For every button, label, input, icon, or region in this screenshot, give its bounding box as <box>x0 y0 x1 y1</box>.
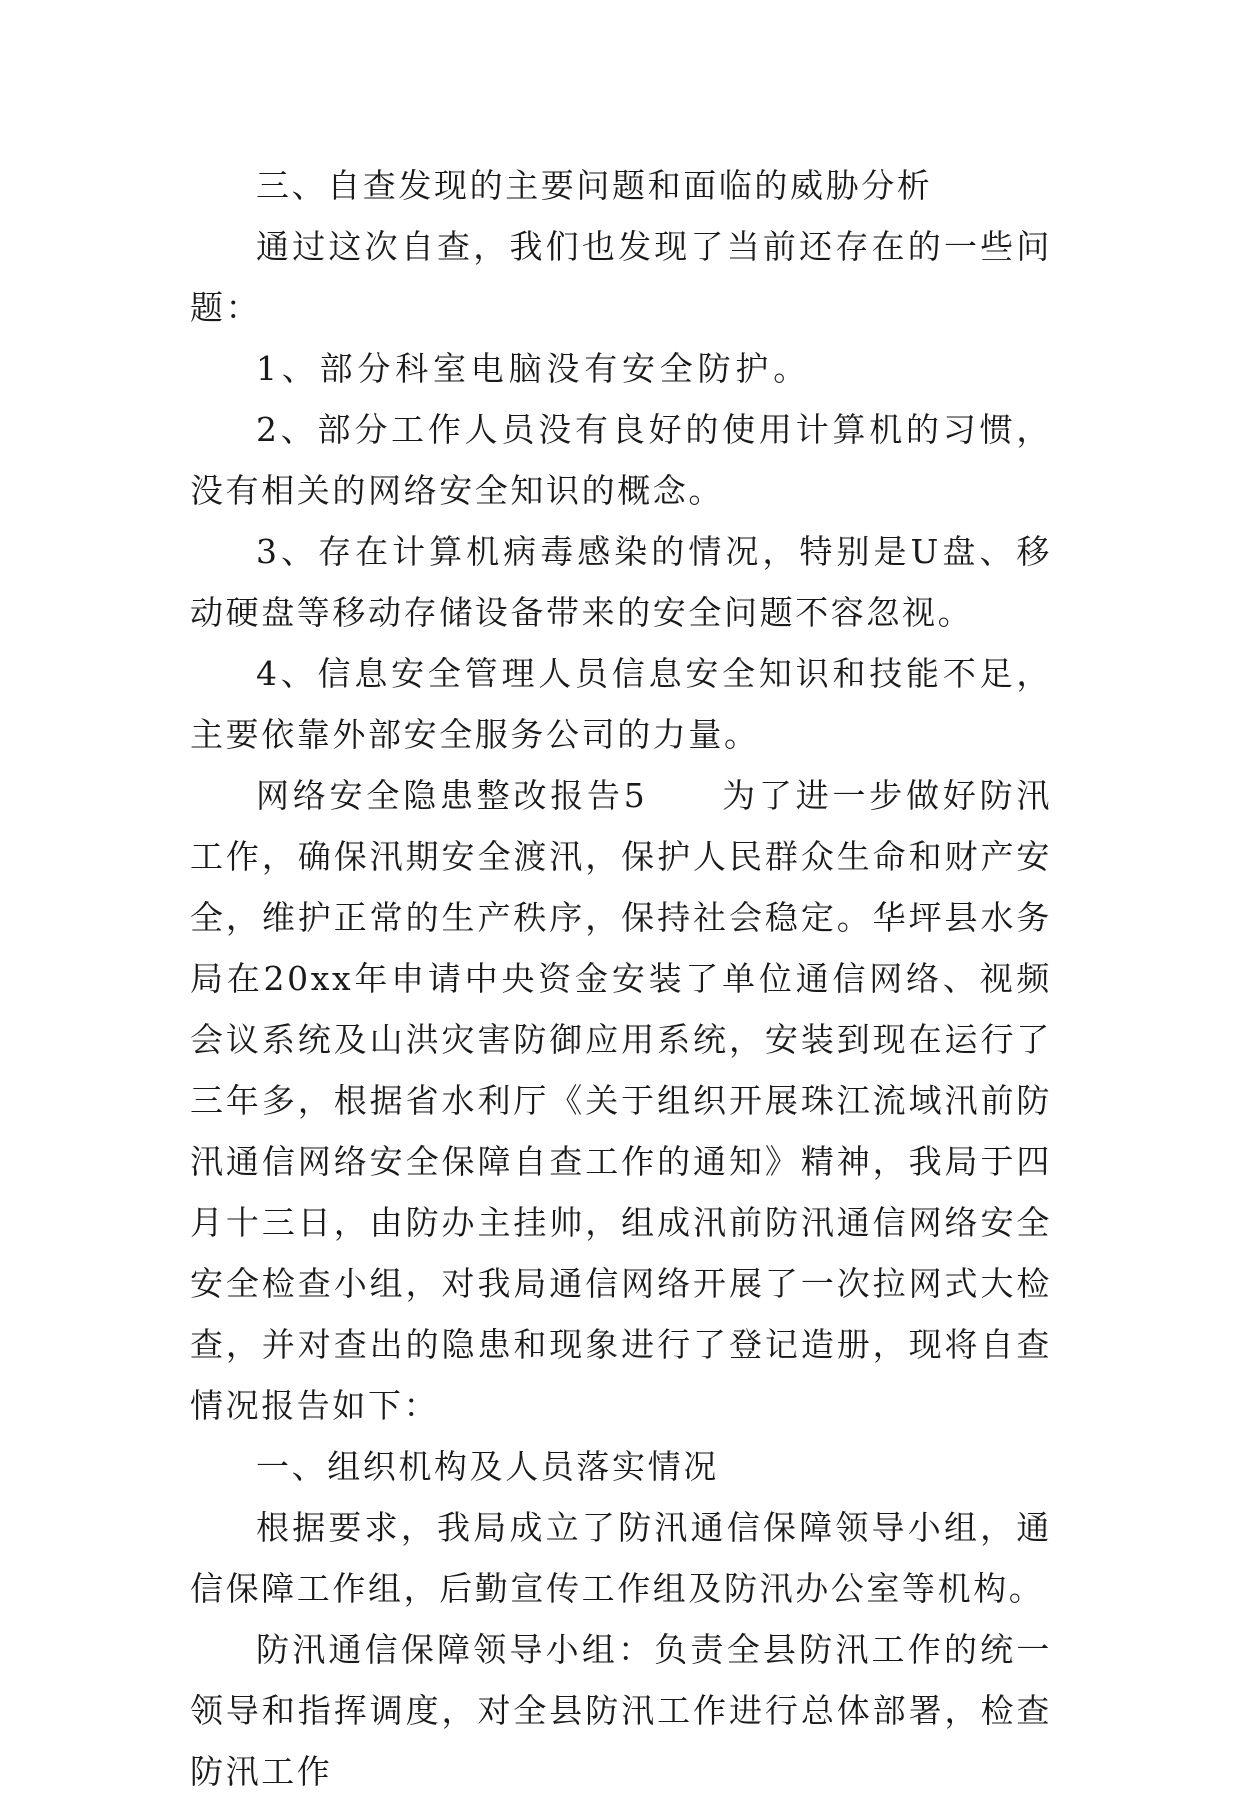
list-item: 2、部分工作人员没有良好的使用计算机的习惯，没有相关的网络安全知识的概念。 <box>190 410 1052 510</box>
list-item: 4、信息安全管理人员信息安全知识和技能不足，主要依靠外部安全服务公司的力量。 <box>190 654 1052 754</box>
paragraph: 通过这次自查，我们也发现了当前还存在的一些问题： <box>190 227 1052 327</box>
paragraph: 防汛通信保障领导小组：负责全县防汛工作的统一领导和指挥调度，对全县防汛工作进行总体部署，检查防汛工作 <box>190 1630 1052 1791</box>
list-item: 1、部分科室电脑没有安全防护。 <box>256 349 811 388</box>
paragraph: 根据要求，我局成立了防汛通信保障领导小组，通信保障工作组，后勤宣传工作组及防汛办公室等机构。 <box>190 1508 1052 1608</box>
document-body <box>190 155 1052 1802</box>
paragraph: 网络安全隐患整改报告5 为了进一步做好防汛工作，确保汛期安全渡汛，保护人民群众生命和财产安全，维护正常的生产秩序，保持社会稳定。华坪县水务局在20xx年申请中央资金安装了单位通信网络、视频会议系统及山洪灾害防御应用系统，安装到现在运行了三年多，根据省水利厅《关于组织开展珠江流域汛前防汛通信网络安全保障自查工作的通知》精神，我局于四月十三日，由防办主挂帅，组成汛前防汛通信网络安全安全检查小组，对我局通信网络开展了一次拉网式大检查，并对查出的隐患和现象进行了登记造册，现将自查情况报告如下： <box>190 776 1052 1425</box>
list-item: 3、存在计算机病毒感染的情况，特别是U盘、移动硬盘等移动存储设备带来的安全问题不容忽视。 <box>190 532 1052 632</box>
section-heading-problems: 三、自查发现的主要问题和面临的威胁分析 <box>256 166 933 205</box>
section-heading-organization: 一、组织机构及人员落实情况 <box>256 1447 719 1486</box>
